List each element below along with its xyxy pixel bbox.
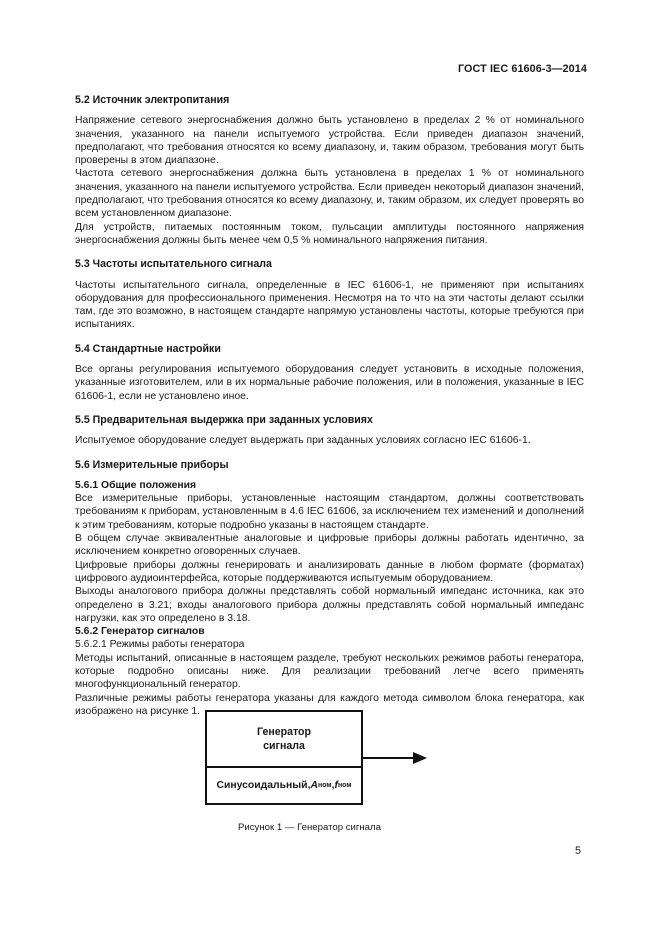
generator-mode-cell	[207, 768, 361, 803]
symbol-separator: ,	[331, 779, 335, 791]
paragraph: Для устройств, питаемых постоянным током, пульсации амплитуды постоянного напряжения энергоснабжения должны быть менее чем 0,5 % номинального напряжения питания.	[75, 221, 584, 246]
section-title: 5.4 Стандартные настройки	[75, 342, 221, 355]
paragraph: Все измерительные приборы, установленные настоящим стандартом, должны соответствовать требованиям к приборам, установленным в 4.6 IEC 61606, за исключением тех изменений и дополнений к этим требованиям, которые подробно указаны в настоящем стандарте.	[75, 493, 584, 531]
section-5-6	[75, 459, 584, 719]
section-5-3	[75, 258, 584, 331]
section-title: 5.6 Измерительные приборы	[75, 458, 229, 471]
paragraph: Методы испытаний, описанные в настоящем разделе, требуют нескольких режимов работы генератора, которые подробно описаны ниже. Для реализации требований легче всего применять многофункциональный генератор.	[75, 652, 584, 691]
section-title: 5.5 Предварительная выдержка при заданных условиях	[75, 413, 373, 426]
amplitude-symbol: A	[310, 779, 318, 791]
paragraph: Все органы регулирования испытуемого оборудования следует установить в исходные положения, указанные изготовителем, или в их нормальные рабочие положения, или в положения, указанные в IEC 61606-1, если не установлено иное.	[75, 364, 584, 402]
generator-title-cell	[207, 712, 361, 768]
generator-title-line1: Генератор	[256, 726, 311, 738]
paragraph: Напряжение сетевого энергоснабжения должно быть установлено в пределах 2 % от номинального значения, указанного на панели испытуемого устройства. Если приведен диапазон значений, предполагают, что требования относятся ко всему диапазону, и, таким образом, требования могут быть проверены в этом диапазоне.	[75, 115, 584, 167]
paragraph: Цифровые приборы должны генерировать и анализировать данные в любом формате (форматах) цифрового аудиоинтерфейса, которые поддерживаются испытуемым оборудованием.	[75, 559, 584, 584]
frequency-symbol: f	[334, 779, 338, 791]
signal-generator-block	[205, 710, 363, 805]
figure-caption: Рисунок 1 — Генератор сигнала	[238, 822, 381, 833]
paragraph: Различные режимы работы генератора указаны для каждого метода символом блока генератора, как изображено на рисунке 1.	[75, 692, 584, 717]
paragraph: Частота сетевого энергоснабжения должна быть установлена в пределах 1 % от номинального значения, указанного на панели испытуемого устройства. Если приведен некоторый диапазон значений, предполагают, что требования относятся ко всему диапазону, и, таким образом, их следует проверять во всем установленном диапазоне.	[75, 168, 584, 220]
paragraph: Частоты испытательного сигнала, определенные в IEC 61606-1, не применяют при испытаниях оборудования для профессионального применения. Несмотря на то что на эти частоты делают ссылки там, где это возможно, в настоящем стандарте напрямую установлены частоты, которые требуются при испытаниях.	[75, 279, 584, 331]
frequency-subscript: ном	[337, 781, 352, 789]
document-header: ГОСТ IEC 61606-3—2014	[457, 63, 587, 75]
subsection-title: 5.6.2 Генератор сигналов	[75, 626, 205, 638]
section-5-5	[75, 414, 584, 448]
generator-title-line2: сигнала	[263, 740, 305, 752]
paragraph: В общем случае эквивалентные аналоговые и цифровые приборы должны работать идентично, за исключением конкретно оговоренных случаев.	[75, 533, 584, 558]
subsubsection-title: 5.6.2.1 Режимы работы генератора	[75, 639, 245, 651]
amplitude-subscript: ном	[317, 781, 332, 789]
paragraph: Выходы аналогового прибора должны представлять собой нормальный импеданс источника, как это определено в 3.21; входы аналогового прибора должны представлять собой нормальный импеданс нагрузки, как это определено в 3.18.	[75, 586, 584, 624]
document-body	[75, 94, 584, 718]
subsection-title: 5.6.1 Общие положения	[75, 479, 197, 491]
section-title: 5.2 Источник электропитания	[75, 94, 230, 106]
section-title: 5.3 Частоты испытательного сигнала	[75, 258, 272, 271]
page-number: 5	[574, 845, 581, 857]
section-5-4	[75, 343, 584, 403]
section-5-2	[75, 94, 584, 247]
paragraph: Испытуемое оборудование следует выдержать при заданных условиях согласно IEC 61606-1.	[75, 435, 531, 447]
output-arrow-icon	[363, 752, 427, 764]
mode-label: Синусоидальный,	[216, 779, 311, 791]
